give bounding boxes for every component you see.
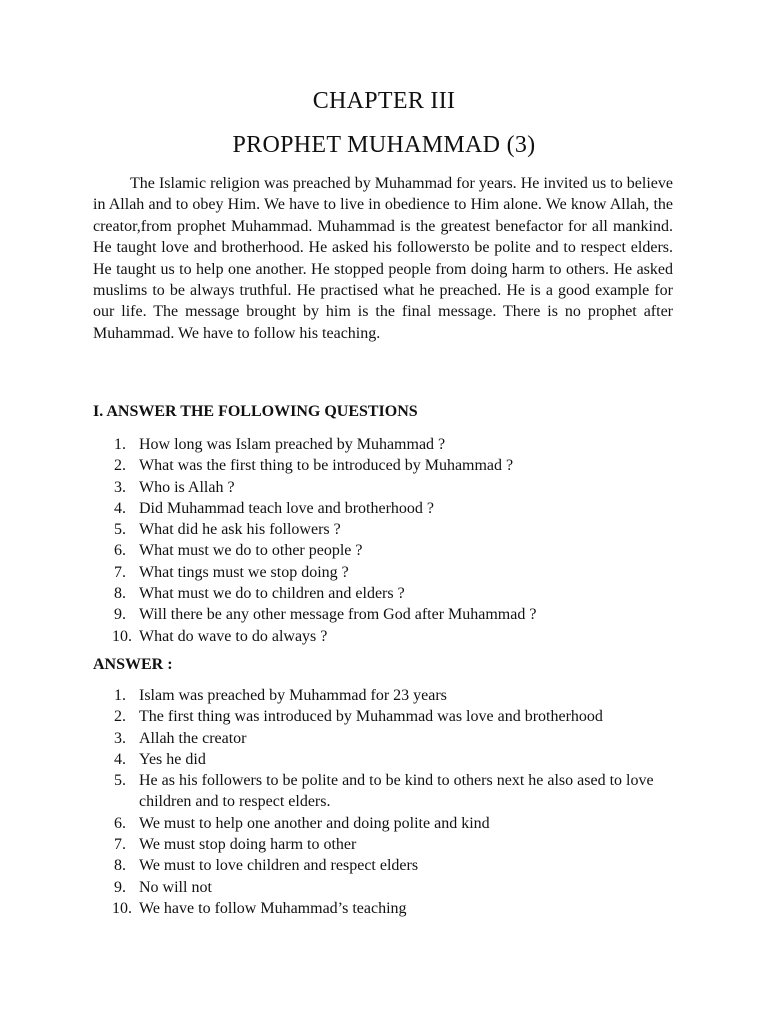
answer-text: No will not xyxy=(139,878,212,896)
question-item xyxy=(93,434,683,455)
answer-item xyxy=(93,877,683,898)
answer-text: He as his followers to be polite and to be kind to others next he also ased to love children and to respect elders. xyxy=(139,772,654,811)
answer-item xyxy=(93,834,683,855)
question-item xyxy=(93,562,683,583)
answer-number: 5. xyxy=(114,772,126,790)
question-number: 6. xyxy=(114,542,126,560)
answer-text: We have to follow Muhammad’s teaching xyxy=(139,899,407,917)
questions-heading: I. ANSWER THE FOLLOWING QUESTIONS xyxy=(93,403,418,420)
answer-number: 10. xyxy=(112,899,132,917)
answer-text: Yes he did xyxy=(139,750,206,768)
question-text: Did Muhammad teach love and brotherhood ? xyxy=(139,499,435,517)
answer-text: We must stop doing harm to other xyxy=(139,836,357,854)
answers-heading: ANSWER : xyxy=(93,656,173,673)
question-text: What was the first thing to be introduced by Muhammad ? xyxy=(139,457,514,475)
body-paragraph: The Islamic religion was preached by Muhammad for years. He invited us to believe in Allah and to obey Him. We have to live in obedience to Him alone. We know Allah, the creator,from prophet Muhammad. Muhammad is the greatest benefactor for all mankind. He taught love and brotherhood. He asked his followersto be polite and to respect elders. He taught us to help one another. He stopped people from doing harm to others. He asked muslims to be always truthful. He practised what he preached. He is a good example for our life. The message brought by him is the final message. There is no prophet after Muhammad. We have to follow his teaching. xyxy=(93,175,673,342)
question-number: 8. xyxy=(114,585,126,603)
question-item xyxy=(93,626,683,647)
question-text: What do wave to do always ? xyxy=(139,627,328,645)
answer-text: We must to help one another and doing polite and kind xyxy=(139,814,490,832)
question-item xyxy=(93,519,683,540)
answer-item xyxy=(93,855,683,876)
answer-text: The first thing was introduced by Muhammad was love and brotherhood xyxy=(139,708,603,726)
question-number: 4. xyxy=(114,499,126,517)
question-text: What must we do to children and elders ? xyxy=(139,585,405,603)
answer-number: 3. xyxy=(114,729,126,747)
questions-list xyxy=(93,434,683,647)
question-text: What must we do to other people ? xyxy=(139,542,363,560)
question-text: Will there be any other message from God after Muhammad ? xyxy=(139,606,537,624)
question-item xyxy=(93,583,683,604)
question-number: 7. xyxy=(114,563,126,581)
question-item xyxy=(93,477,683,498)
question-number: 3. xyxy=(114,478,126,496)
answer-item xyxy=(93,685,683,706)
answer-item xyxy=(93,898,683,919)
question-text: Who is Allah ? xyxy=(139,478,235,496)
answer-item xyxy=(93,770,683,813)
question-number: 10. xyxy=(112,627,132,645)
answer-number: 9. xyxy=(114,878,126,896)
answer-number: 1. xyxy=(114,687,126,704)
question-number: 2. xyxy=(114,457,126,475)
question-item xyxy=(93,498,683,519)
answer-number: 6. xyxy=(114,814,126,832)
question-text: What tings must we stop doing ? xyxy=(139,563,349,581)
answer-text: Islam was preached by Muhammad for 23 years xyxy=(139,687,447,704)
answer-number: 4. xyxy=(114,750,126,768)
answer-item xyxy=(93,749,683,770)
answer-item xyxy=(93,706,683,727)
answer-text: We must to love children and respect elders xyxy=(139,857,419,875)
question-number: 5. xyxy=(114,521,126,539)
answers-list xyxy=(93,685,683,919)
answer-number: 2. xyxy=(114,708,126,726)
chapter-heading: CHAPTER III xyxy=(312,88,456,114)
answer-item xyxy=(93,813,683,834)
chapter-title: PROPHET MUHAMMAD (3) xyxy=(232,132,536,158)
question-number: 9. xyxy=(114,606,126,624)
question-item xyxy=(93,540,683,561)
answer-number: 7. xyxy=(114,836,126,854)
answer-number: 8. xyxy=(114,857,126,875)
question-item xyxy=(93,604,683,625)
answer-item xyxy=(93,728,683,749)
question-text: What did he ask his followers ? xyxy=(139,521,341,539)
question-number: 1. xyxy=(114,436,126,453)
question-text: How long was Islam preached by Muhammad ? xyxy=(139,436,446,453)
answer-text: Allah the creator xyxy=(139,729,247,747)
question-item xyxy=(93,455,683,476)
